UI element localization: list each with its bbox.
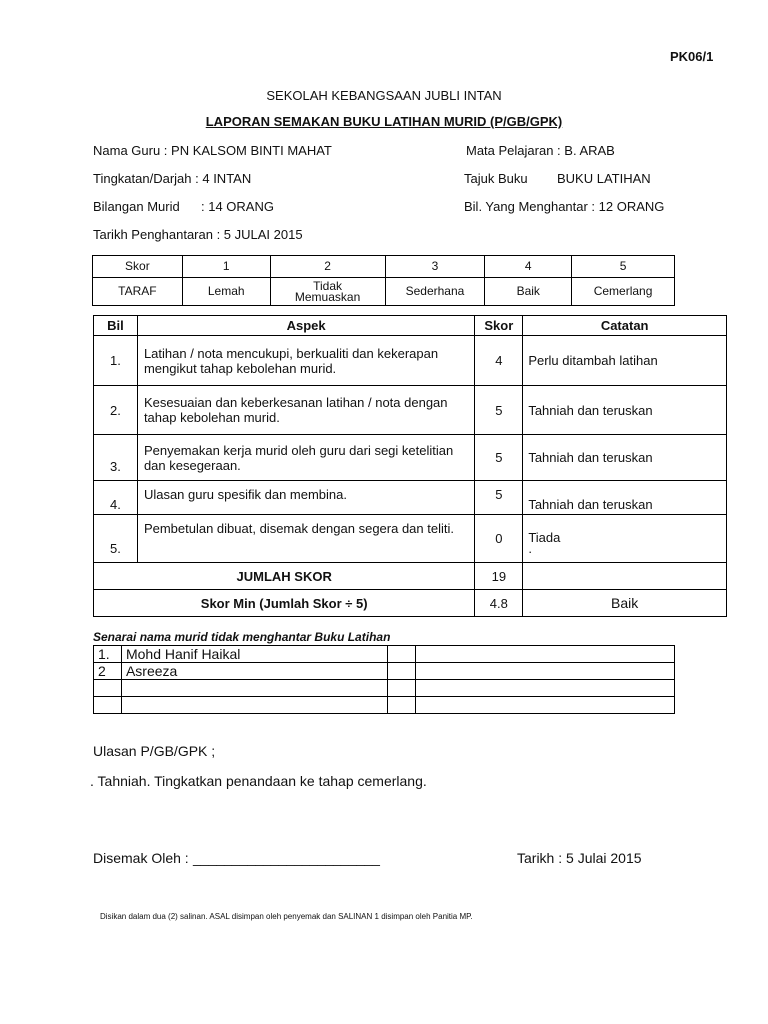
row-aspek: Penyemakan kerja murid oleh guru dari segi ketelitian dan kesegeraan. bbox=[137, 435, 474, 481]
ulasan-text: . Tahniah. Tingkatkan penandaan ke tahap cemerlang. bbox=[90, 773, 427, 789]
bilangan-murid-label: Bilangan Murid bbox=[93, 199, 180, 214]
row-aspek: Pembetulan dibuat, disemak dengan segera dan teliti. bbox=[137, 515, 474, 563]
jumlah-catatan bbox=[523, 563, 727, 590]
row-aspek: Ulasan guru spesifik dan membina. bbox=[137, 481, 474, 515]
taraf-2: Tidak Memuaskan bbox=[270, 278, 385, 306]
skor-1: 1 bbox=[182, 256, 270, 278]
row-catatan: Tahniah dan teruskan bbox=[523, 481, 727, 515]
row-skor: 5 bbox=[475, 435, 523, 481]
murid-no: 1. bbox=[94, 646, 122, 663]
row-aspek: Kesesuaian dan keberkesanan latihan / nota dengan tahap kebolehan murid. bbox=[137, 386, 474, 435]
tajuk-buku-label: Tajuk Buku bbox=[464, 171, 528, 186]
skor-2: 2 bbox=[270, 256, 385, 278]
header-skor: Skor bbox=[475, 316, 523, 336]
skor-header-row bbox=[93, 256, 675, 278]
row-catatan bbox=[523, 515, 727, 563]
skor-min-value: 4.8 bbox=[475, 590, 523, 617]
jumlah-value: 19 bbox=[475, 563, 523, 590]
skor-label: Skor bbox=[93, 256, 183, 278]
row-bil: 2. bbox=[94, 386, 138, 435]
murid-no bbox=[94, 680, 122, 697]
tarikh-penghantaran: Tarikh Penghantaran : 5 JULAI 2015 bbox=[93, 227, 303, 242]
signature-line: ________________________ bbox=[193, 850, 380, 866]
list-item bbox=[94, 697, 675, 714]
catatan-dot: . bbox=[528, 541, 532, 556]
skor-3: 3 bbox=[385, 256, 485, 278]
skor-5: 5 bbox=[572, 256, 675, 278]
row-skor: 0 bbox=[475, 515, 523, 563]
table-row bbox=[94, 481, 727, 515]
row-bil: 1. bbox=[94, 336, 138, 386]
skor-min-row bbox=[94, 590, 727, 617]
jumlah-row bbox=[94, 563, 727, 590]
table-row bbox=[94, 435, 727, 481]
catatan-text: Tiada bbox=[528, 530, 561, 545]
taraf-4: Baik bbox=[485, 278, 572, 306]
row-skor: 5 bbox=[475, 481, 523, 515]
list-item bbox=[94, 680, 675, 697]
page-title: LAPORAN SEMAKAN BUKU LATIHAN MURID (P/GB/GPK) bbox=[205, 114, 563, 129]
skor-4: 4 bbox=[485, 256, 572, 278]
row-skor: 5 bbox=[475, 386, 523, 435]
taraf-row bbox=[93, 278, 675, 306]
murid-no bbox=[94, 697, 122, 714]
footer-note: Disikan dalam dua (2) salinan. ASAL disimpan oleh penyemak dan SALINAN 1 disimpan oleh Panitia MP. bbox=[100, 912, 473, 921]
header-bil: Bil bbox=[94, 316, 138, 336]
murid-name: Mohd Hanif Haikal bbox=[121, 646, 387, 663]
row-catatan: Tahniah dan teruskan bbox=[523, 435, 727, 481]
murid-heading: Senarai nama murid tidak menghantar Buku Latihan bbox=[93, 630, 391, 644]
table-row bbox=[94, 515, 727, 563]
taraf-1: Lemah bbox=[182, 278, 270, 306]
row-bil: 4. bbox=[94, 481, 138, 515]
tarikh: Tarikh : 5 Julai 2015 bbox=[517, 850, 642, 866]
aspek-header-row bbox=[94, 316, 727, 336]
bil-menghantar: Bil. Yang Menghantar : 12 ORANG bbox=[464, 199, 665, 214]
skor-min-catatan: Baik bbox=[523, 590, 727, 617]
murid-name bbox=[121, 697, 387, 714]
tingkatan: Tingkatan/Darjah : 4 INTAN bbox=[93, 171, 252, 186]
murid-no: 2 bbox=[94, 663, 122, 680]
table-row bbox=[94, 336, 727, 386]
mata-pelajaran: Mata Pelajaran : B. ARAB bbox=[466, 143, 615, 158]
nama-guru: Nama Guru : PN KALSOM BINTI MAHAT bbox=[93, 143, 332, 158]
table-row bbox=[94, 386, 727, 435]
skor-min-label: Skor Min (Jumlah Skor ÷ 5) bbox=[94, 590, 475, 617]
row-bil: 3. bbox=[94, 435, 138, 481]
header-aspek: Aspek bbox=[137, 316, 474, 336]
row-bil: 5. bbox=[94, 515, 138, 563]
disemak-label: Disemak Oleh : bbox=[93, 850, 189, 866]
row-catatan: Tahniah dan teruskan bbox=[523, 386, 727, 435]
murid-name bbox=[121, 680, 387, 697]
tajuk-buku-value: BUKU LATIHAN bbox=[557, 171, 651, 186]
list-item bbox=[94, 646, 675, 663]
row-catatan: Perlu ditambah latihan bbox=[523, 336, 727, 386]
skor-scale-table bbox=[92, 255, 675, 306]
murid-name: Asreeza bbox=[121, 663, 387, 680]
murid-table bbox=[93, 645, 675, 714]
ulasan-label: Ulasan P/GB/GPK ; bbox=[93, 743, 216, 759]
taraf-3: Sederhana bbox=[385, 278, 485, 306]
taraf-label: TARAF bbox=[93, 278, 183, 306]
jumlah-label: JUMLAH SKOR bbox=[94, 563, 475, 590]
school-name: SEKOLAH KEBANGSAAN JUBLI INTAN bbox=[266, 88, 502, 103]
row-skor: 4 bbox=[475, 336, 523, 386]
list-item bbox=[94, 663, 675, 680]
form-code: PK06/1 bbox=[670, 49, 714, 64]
bilangan-murid-value: : 14 ORANG bbox=[201, 199, 274, 214]
aspek-table bbox=[93, 315, 727, 617]
taraf-5: Cemerlang bbox=[572, 278, 675, 306]
row-aspek: Latihan / nota mencukupi, berkualiti dan kekerapan mengikut tahap kebolehan murid. bbox=[137, 336, 474, 386]
header-catatan: Catatan bbox=[523, 316, 727, 336]
